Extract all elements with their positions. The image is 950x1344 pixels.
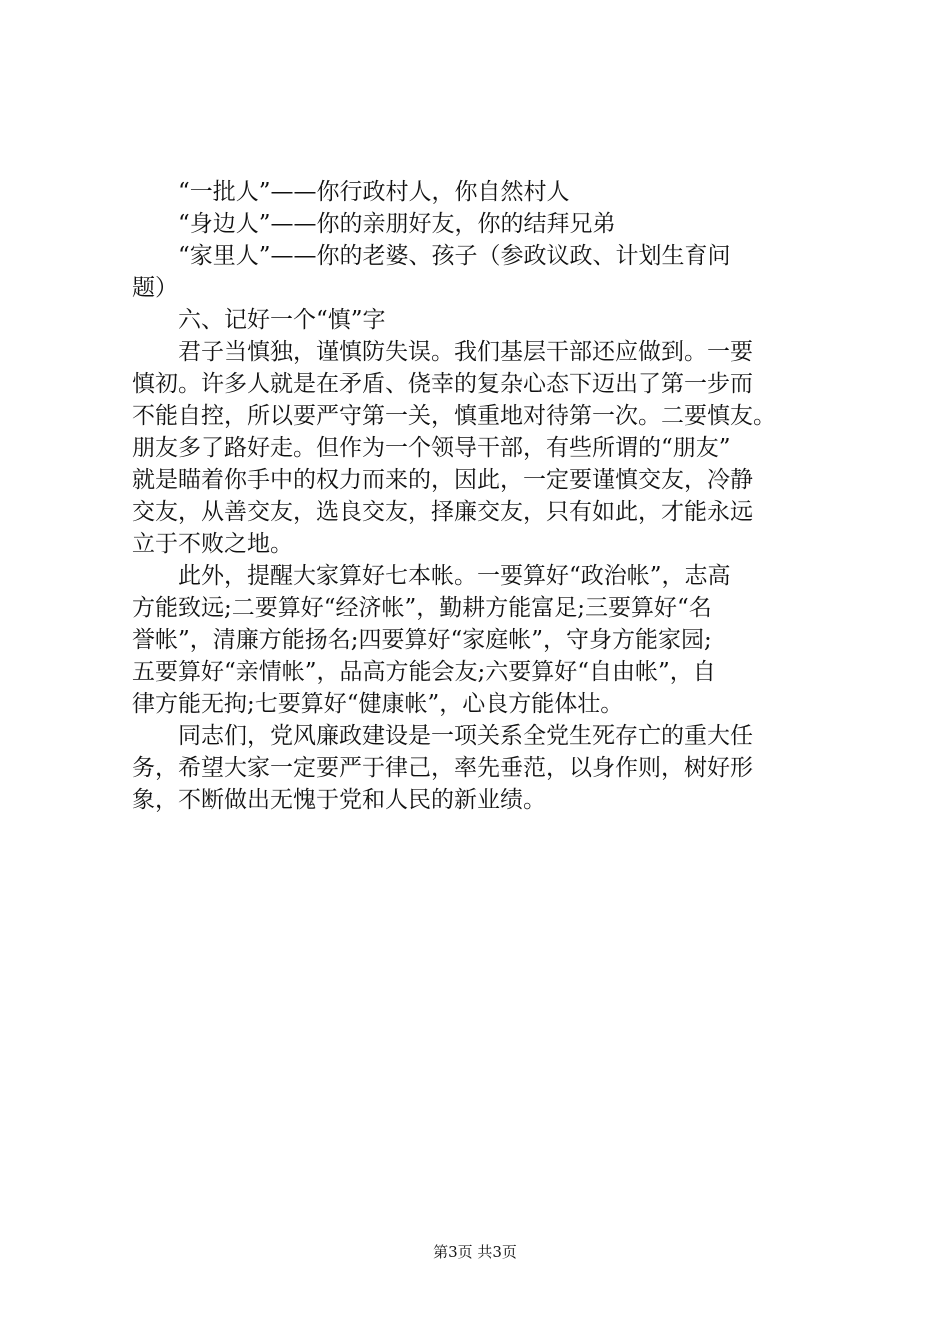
text-line: 此外，提醒大家算好七本帐。一要算好“政治帐”，志高 [178,563,731,589]
text-line: 务，希望大家一定要严于律己，率先垂范，以身作则，树好形 [132,755,753,781]
text-line: 就是瞄着你手中的权力而来的，因此，一定要谨慎交友，冷静 [132,467,753,493]
text-line: “身边人”——你的亲朋好友，你的结拜兄弟 [178,211,616,237]
text-line: 题） [132,275,178,301]
text-line: 方能致远;二要算好“经济帐”，勤耕方能富足;三要算好“名 [132,595,712,621]
text-line: 五要算好“亲情帐”，品高方能会友;六要算好“自由帐”，自 [132,659,716,685]
text-line: 交友，从善交友，选良交友，择廉交友，只有如此，才能永远 [132,499,753,525]
text-line: 律方能无拘;七要算好“健康帐”，心良方能体壮。 [132,691,624,717]
text-line: 慎初。许多人就是在矛盾、侥幸的复杂心态下迈出了第一步而 [132,371,753,397]
text-line: “一批人”——你行政村人，你自然村人 [178,179,570,205]
text-line: 誉帐”，清廉方能扬名;四要算好“家庭帐”，守身方能家园; [132,627,712,653]
text-line: 君子当慎独，谨慎防失误。我们基层干部还应做到。一要 [178,339,753,365]
text-line: 同志们，党风廉政建设是一项关系全党生死存亡的重大任 [178,723,753,749]
text-line: “家里人”——你的老婆、孩子（参政议政、计划生育问 [178,243,731,269]
text-line: 立于不败之地。 [132,531,293,557]
section-heading: 六、记好一个“慎”字 [178,307,386,333]
page-footer: 第3页 共3页 [433,1243,517,1261]
text-line: 象，不断做出无愧于党和人民的新业绩。 [132,787,546,813]
text-line: 不能自控，所以要严守第一关，慎重地对待第一次。二要慎友。 [132,403,776,429]
text-line: 朋友多了路好走。但作为一个领导干部，有些所谓的“朋友” [132,435,731,461]
